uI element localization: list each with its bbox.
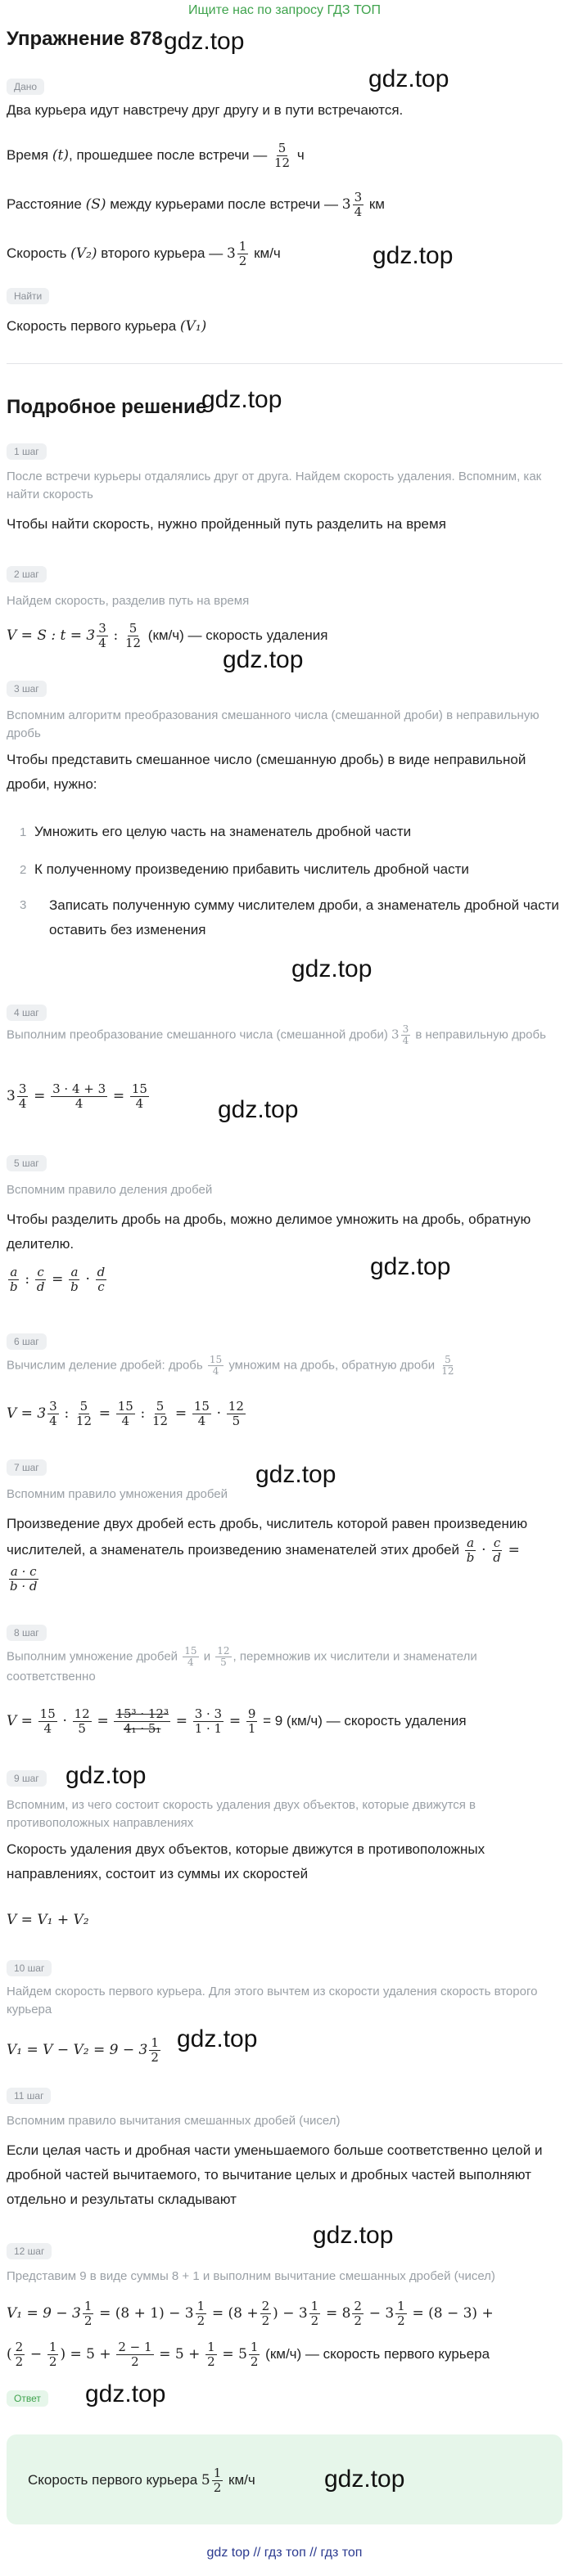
step-tag: 6 шаг [7,1333,47,1350]
step-formula: $\frac{a}{b}$ : $\frac{c}{d}$ = $\frac{a}{b}$ · $\frac{d}{c}$ [10,1265,106,1295]
step-hint: Вспомним правило умножения дробей [7,1487,228,1501]
watermark: gdz.top [223,646,304,673]
step-tag: 11 шаг [7,2088,51,2104]
solution-title: Подробное решение [7,396,207,418]
step-text: Чтобы разделить дробь на дробь, можно делимое умножить на дробь, обратную делителю. [7,1212,531,1252]
watermark: gdz.top [164,28,245,55]
watermark: gdz.top [201,386,282,413]
watermark: gdz.top [218,1096,299,1123]
answer-text: Скорость первого курьера 5 $\frac{1}{2}$ км/ч [28,2466,255,2496]
step-formula: V = $\frac{15}{4}$ · $\frac{12}{5}$ = $\frac{\text{15³ · 12³}}{\text{4₁ · 5₁}}$ = $\frac{3 \cdot 3}{1 \cdot 1}$ = $\frac{9}{1}$ = 9 (км/ч) — скорость удаления [7,1706,467,1737]
step-formula-line-1: V₁ = 9 − 3 $\frac{1}{2}$ = (8 + 1) − 3 $\frac{1}{2}$ = (8 + $\frac{2}{2}$ ) − 3 $\frac{1}{2}$ = 8 $\frac{2}{2}$ − 3 $\frac{1}{2}$ = (8 − 3) + [7,2299,494,2329]
watermark: gdz.top [291,955,373,982]
list-item: 3 Записать полученную сумму числителем дроби, а знаменатель дробной части оставить без изменения [20,897,559,937]
step-hint: Вспомним правило деления дробей [7,1183,213,1197]
step-text: Произведение двух дробей есть дробь, числитель которой равен произведению числителей, а знаменатель произведению знаменателей этих дробей $\frac{a}{b}$ · $\frac{c}{d}$ = $\frac{a \cdot c}{b \cdot d}$ [7,1516,528,1594]
step-text: Если целая часть и дробная части уменьшаемого больше соответственно целой и дробной частей вычитаемого, то вычитание целых и дробных частей выполняют отдельно и результаты складывают [7,2142,543,2207]
page-title: Упражнение 878 [7,28,163,50]
step-tag: 8 шаг [7,1625,47,1641]
step-tag: 9 шаг [7,1770,47,1787]
top-banner: Ищите нас по запросу ГДЗ ТОП [188,3,381,17]
given-speed: Скорость (V₂) второго курьера — 3 $\frac{1}{2}$ км/ч [7,239,281,269]
step-text: Чтобы найти скорость, нужно пройденный путь разделить на время [7,516,446,532]
watermark: gdz.top [373,242,454,269]
step-hint: Вспомним алгоритм преобразования смешанного числа (смешанной дроби) в неправильную дробь [7,708,540,740]
step-formula-line-2: ( $\frac{2}{2}$ − $\frac{1}{2}$ ) = 5 + $\frac{2 - 1}{2}$ = 5 + $\frac{1}{2}$ = 5 $\frac{1}{2}$ (км/ч) — скорость первого курьера [7,2340,490,2370]
step-tag: 1 шаг [7,443,47,460]
watermark: gdz.top [65,1762,147,1789]
find-text: Скорость первого курьера (V₁) [7,318,207,335]
step-tag: 7 шаг [7,1459,47,1476]
step-hint: Выполним умножение дробей $\frac{15}{4}$ и $\frac{12}{5}$ , перемножив их числители и знаменатели соответственно [7,1645,477,1684]
step-hint: Найдем скорость первого курьера. Для этого вычтем из скорости удаления скорость второго курьера [7,1985,538,2016]
step-formula: V₁ = V − V₂ = 9 − 3 $\frac{1}{2}$ [7,2035,159,2066]
watermark: gdz.top [370,1253,451,1280]
list-item: 1 Умножить его целую часть на знаменатель дробной части [20,824,412,839]
step-formula: V = 3 $\frac{3}{4}$ : $\frac{5}{12}$ = $\frac{15}{4}$ : $\frac{5}{12}$ = $\frac{15}{4}$ · $\frac{12}{5}$ [7,1399,244,1429]
step-tag: 2 шаг [7,566,47,582]
step-tag: 3 шаг [7,681,47,697]
watermark: gdz.top [368,65,449,92]
step-formula: V = S : t = 3 $\frac{3}{4}$ : $\frac{5}{12}$ (км/ч) — скорость удаления [7,621,328,651]
step-hint: Представим 9 в виде суммы 8 + 1 и выполним вычитание смешанных дробей (чисел) [7,2269,495,2283]
step-formula: V = V₁ + V₂ [7,1912,89,1928]
watermark: gdz.top [85,2380,166,2407]
step-hint: После встречи курьеры отдалялись друг от друга. Найдем скорость удаления. Вспомним, как найти скорость [7,470,542,501]
step-tag: 4 шаг [7,1005,47,1021]
find-tag: Найти [7,288,49,304]
step-tag: 12 шаг [7,2243,52,2259]
watermark: gdz.top [324,2466,405,2493]
footer-links[interactable]: gdz top // гдз топ // гдз топ [206,2546,363,2560]
divider [7,363,562,364]
step-text: Скорость удаления двух объектов, которые движутся в противоположных направлениях, состоит из суммы их скоростей [7,1841,485,1881]
step-text: Чтобы представить смешанное число (смешанную дробь) в виде неправильной дроби, нужно: [7,752,526,792]
step-hint: Найдем скорость, разделив путь на время [7,594,250,608]
watermark: gdz.top [177,2025,258,2052]
given-tag: Дано [7,79,44,95]
watermark: gdz.top [313,2222,394,2249]
step-hint: Вспомним правило вычитания смешанных дробей (чисел) [7,2114,341,2128]
step-tag: 10 шаг [7,1960,52,1976]
given-line-1: Два курьера идут навстречу друг другу и в пути встречаются. [7,102,404,118]
answer-tag: Ответ [7,2390,48,2407]
step-hint: Вычислим деление дробей: дробь $\frac{15}{4}$ умножим на дробь, обратную дроби $\frac{5}{12}$ [7,1354,454,1377]
list-item: 2 К полученному произведению прибавить числитель дробной части [20,861,469,877]
given-time: Время (t), прошедшее после встречи — $\frac{5}{12}$ ч [7,141,305,171]
given-distance: Расстояние (S) между курьерами после встречи — 3 $\frac{3}{4}$ км [7,190,385,220]
watermark: gdz.top [255,1461,336,1488]
step-formula: 3 $\frac{3}{4}$ = $\frac{3 \cdot 4 + 3}{4}$ = $\frac{15}{4}$ [7,1081,147,1112]
step-hint: Выполним преобразование смешанного числа (смешанной дроби) 3 $\frac{3}{4}$ в неправильную дробь [7,1023,546,1046]
step-hint: Вспомним, из чего состоит скорость удаления двух объектов, которые движутся в противоположных направлениях [7,1798,476,1830]
step-tag: 5 шаг [7,1155,47,1171]
